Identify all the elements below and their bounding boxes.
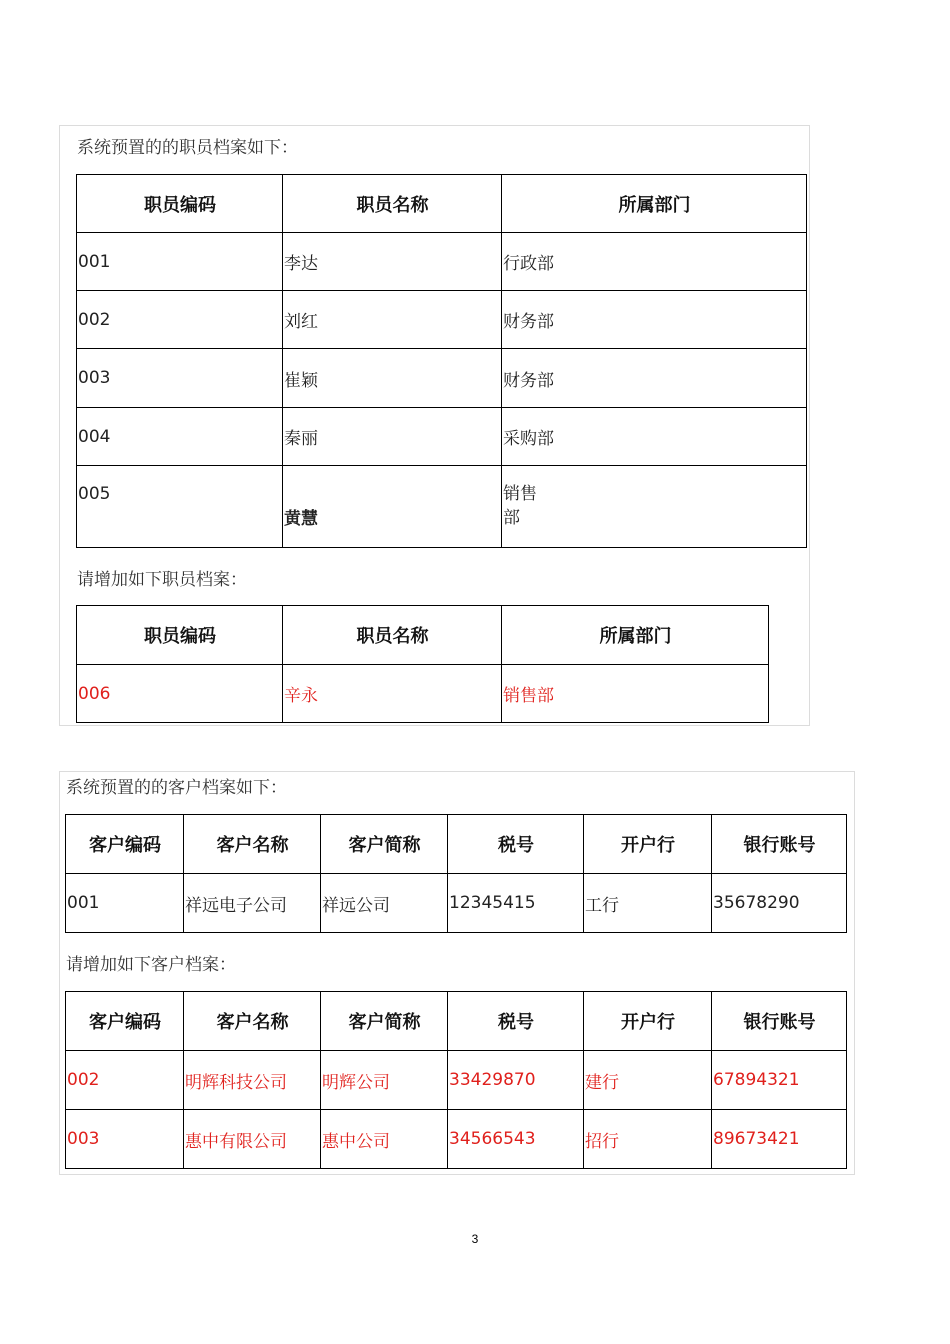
customer-table	[65, 814, 847, 933]
customer-short-name: 惠中公司	[321, 1110, 448, 1169]
employee-name: 李达	[283, 233, 502, 291]
header-bank: 开户行	[584, 815, 712, 874]
table-row	[66, 874, 847, 933]
employee-code: 004	[77, 408, 283, 466]
customer-intro: 系统预置的的客户档案如下：	[66, 778, 287, 798]
department-line: 销售	[503, 484, 537, 504]
header-employee-code: 职员编码	[77, 606, 283, 665]
header-department: 所属部门	[502, 175, 807, 233]
customer-bank-account: 89673421	[712, 1110, 847, 1169]
header-customer-name: 客户名称	[184, 815, 321, 874]
customer-name: 惠中有限公司	[184, 1110, 321, 1169]
employee-intro: 系统预置的的职员档案如下：	[77, 138, 298, 158]
employee-add-table	[76, 605, 769, 723]
customer-add-table	[65, 991, 847, 1169]
table-row	[77, 408, 807, 466]
header-customer-name: 客户名称	[184, 992, 321, 1051]
customer-bank-account: 67894321	[712, 1051, 847, 1110]
header-customer-code: 客户编码	[66, 992, 184, 1051]
employee-add-intro: 请增加如下职员档案：	[77, 570, 247, 590]
employee-name: 辛永	[283, 665, 502, 723]
employee-code: 003	[77, 349, 283, 408]
header-tax-id: 税号	[448, 992, 584, 1051]
header-customer-code: 客户编码	[66, 815, 184, 874]
customer-add-intro: 请增加如下客户档案：	[66, 955, 236, 975]
header-bank-account: 银行账号	[712, 815, 847, 874]
employee-name: 崔颖	[283, 349, 502, 408]
header-customer-short-name: 客户简称	[321, 815, 448, 874]
table-row	[77, 466, 807, 548]
header-employee-name: 职员名称	[283, 606, 502, 665]
department-line: 部	[503, 508, 520, 528]
employee-code: 006	[77, 665, 283, 723]
header-customer-short-name: 客户简称	[321, 992, 448, 1051]
employee-name: 刘红	[283, 291, 502, 349]
employee-table	[76, 174, 807, 548]
customer-short-name: 祥远公司	[321, 874, 448, 933]
customer-name: 明辉科技公司	[184, 1051, 321, 1110]
employee-code: 001	[77, 233, 283, 291]
customer-bank: 工行	[584, 874, 712, 933]
employee-department: 采购部	[502, 408, 807, 466]
customer-tax-id: 33429870	[448, 1051, 584, 1110]
header-bank-account: 银行账号	[712, 992, 847, 1051]
header-tax-id: 税号	[448, 815, 584, 874]
table-row	[77, 349, 807, 408]
header-employee-code: 职员编码	[77, 175, 283, 233]
customer-short-name: 明辉公司	[321, 1051, 448, 1110]
customer-bank: 招行	[584, 1110, 712, 1169]
employee-code: 005	[77, 466, 283, 548]
page-number: 3	[471, 1232, 479, 1246]
employee-name: 秦丽	[283, 408, 502, 466]
employee-code: 002	[77, 291, 283, 349]
table-row	[77, 665, 769, 723]
customer-code: 002	[66, 1051, 184, 1110]
employee-department: 行政部	[502, 233, 807, 291]
employee-name: 黄慧	[283, 466, 502, 548]
customer-code: 003	[66, 1110, 184, 1169]
customer-name: 祥远电子公司	[184, 874, 321, 933]
employee-department	[502, 466, 807, 548]
customer-tax-id: 34566543	[448, 1110, 584, 1169]
employee-department: 财务部	[502, 349, 807, 408]
table-row	[66, 1110, 847, 1169]
customer-bank-account: 35678290	[712, 874, 847, 933]
customer-bank: 建行	[584, 1051, 712, 1110]
header-department: 所属部门	[502, 606, 769, 665]
employee-department: 财务部	[502, 291, 807, 349]
header-employee-name: 职员名称	[283, 175, 502, 233]
employee-department: 销售部	[502, 665, 769, 723]
table-row	[77, 291, 807, 349]
header-bank: 开户行	[584, 992, 712, 1051]
customer-tax-id: 12345415	[448, 874, 584, 933]
customer-code: 001	[66, 874, 184, 933]
table-row	[77, 233, 807, 291]
table-row	[66, 1051, 847, 1110]
